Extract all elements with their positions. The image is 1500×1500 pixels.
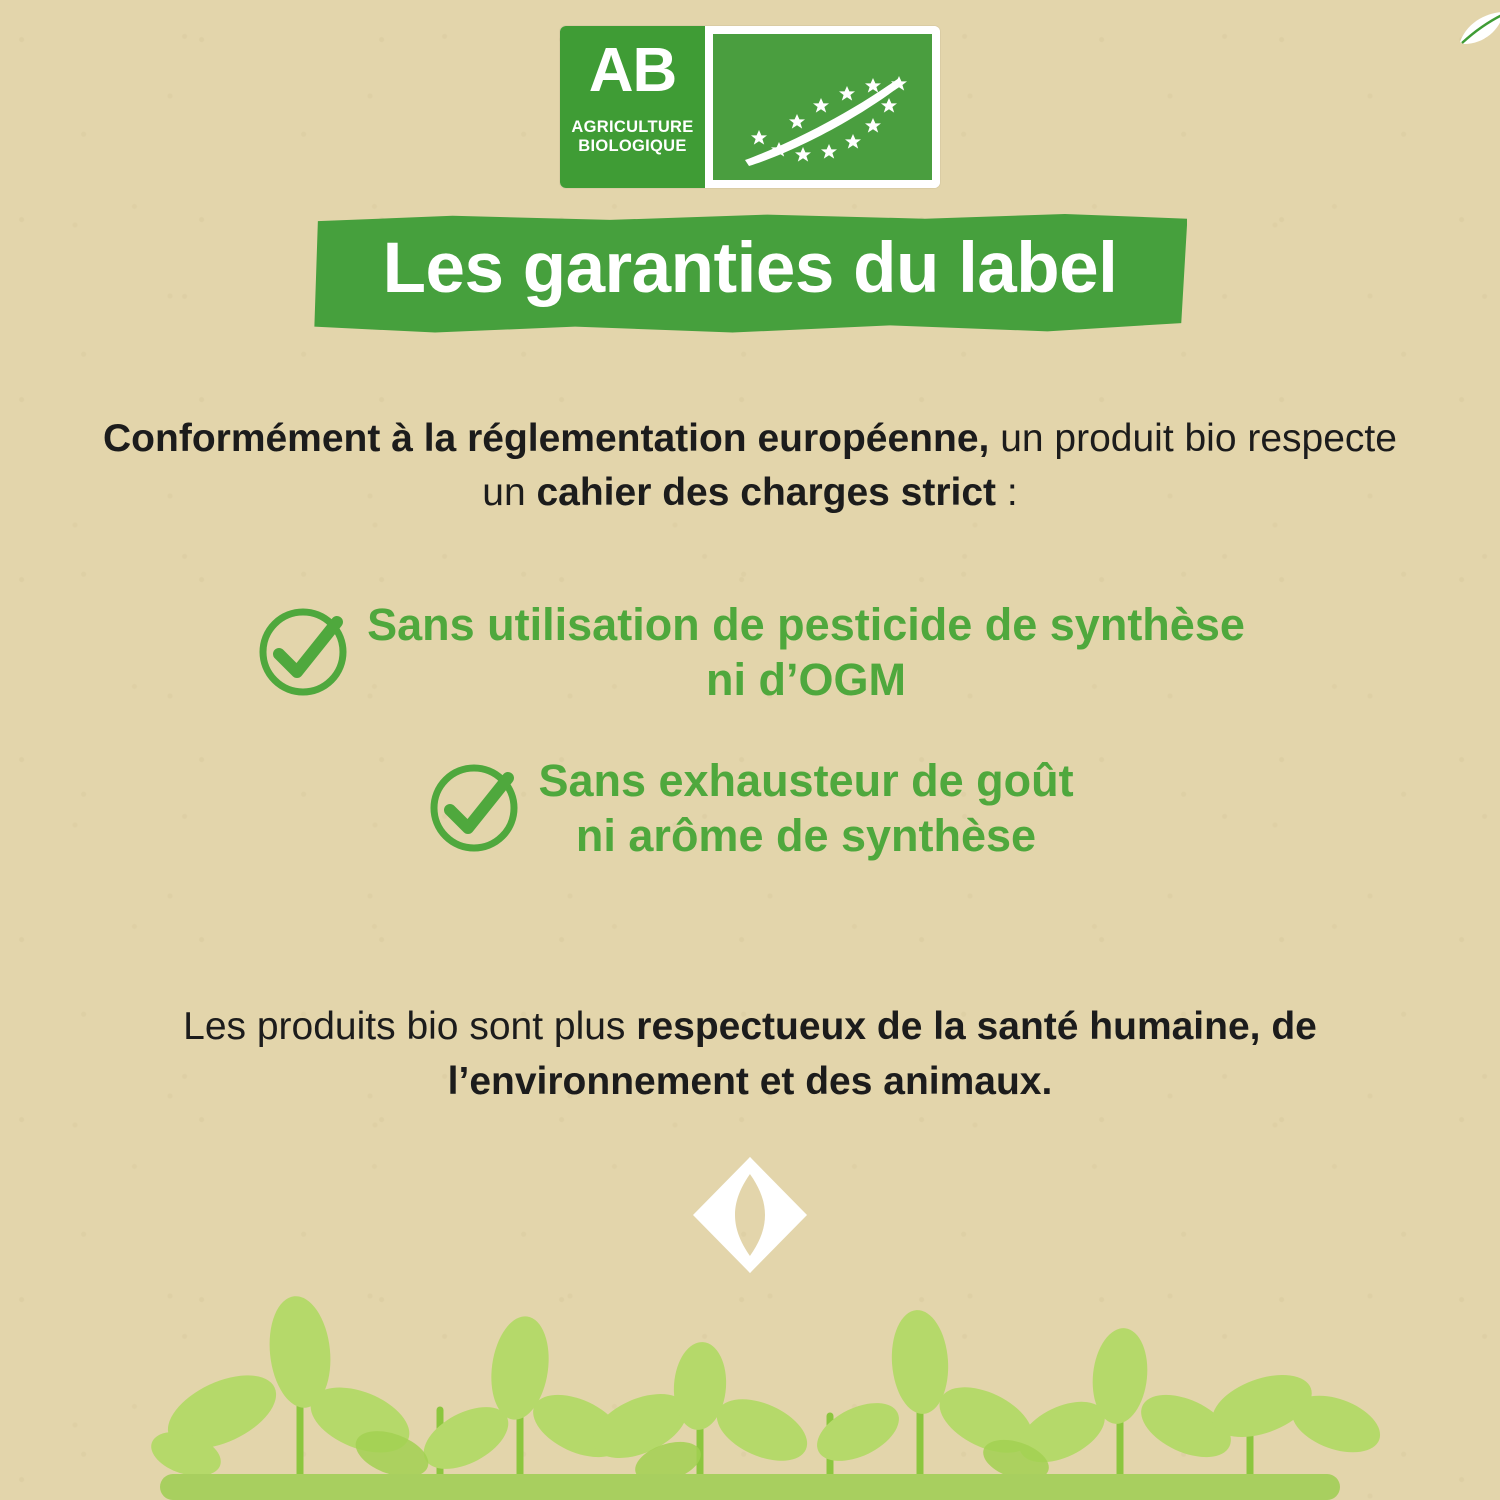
ab-letters: AB — [588, 36, 677, 105]
outro-bold: respectueux de la santé humaine, de l’environnement et des animaux. — [447, 1005, 1317, 1103]
list-item-line1: Sans exhausteur de goût — [538, 754, 1074, 806]
intro-mid: un produit bio respecte un — [482, 417, 1397, 514]
eu-organic-leaf-icon — [723, 42, 923, 172]
list-item-line1: Sans utilisation de pesticide de synthèse — [367, 599, 1245, 650]
outro-lead: Les produits bio sont plus — [183, 1005, 637, 1048]
eu-logo-inner — [713, 34, 932, 180]
list-item-text — [367, 598, 1245, 708]
list-item — [26, 754, 1474, 864]
list-item — [26, 598, 1474, 708]
sprouts-decoration — [0, 1240, 1500, 1500]
list-item-line2: ni arôme de synthèse — [575, 809, 1037, 861]
certification-logos — [0, 26, 1500, 188]
intro-paragraph — [90, 412, 1410, 520]
check-circle-icon — [255, 604, 351, 700]
list-item-text — [538, 754, 1073, 864]
guarantees-list — [26, 598, 1474, 910]
check-circle-icon — [426, 760, 522, 856]
intro-end: : — [996, 470, 1018, 514]
page-title: Les garanties du label — [382, 229, 1118, 308]
title-banner — [0, 214, 1500, 333]
logo-container — [560, 26, 940, 188]
intro-bold-1: Conformément à la réglementation européenne, — [103, 417, 990, 460]
intro-bold-2: cahier des charges strict — [536, 470, 997, 514]
ab-subtitle-line2: BIOLOGIQUE — [578, 136, 687, 155]
outro-paragraph — [36, 1000, 1464, 1109]
ab-subtitle — [571, 118, 693, 156]
eu-organic-logo — [705, 26, 940, 188]
ab-subtitle-line1: AGRICULTURE — [571, 118, 694, 136]
ab-logo — [560, 26, 705, 188]
list-item-line2: ni d’OGM — [706, 653, 906, 705]
